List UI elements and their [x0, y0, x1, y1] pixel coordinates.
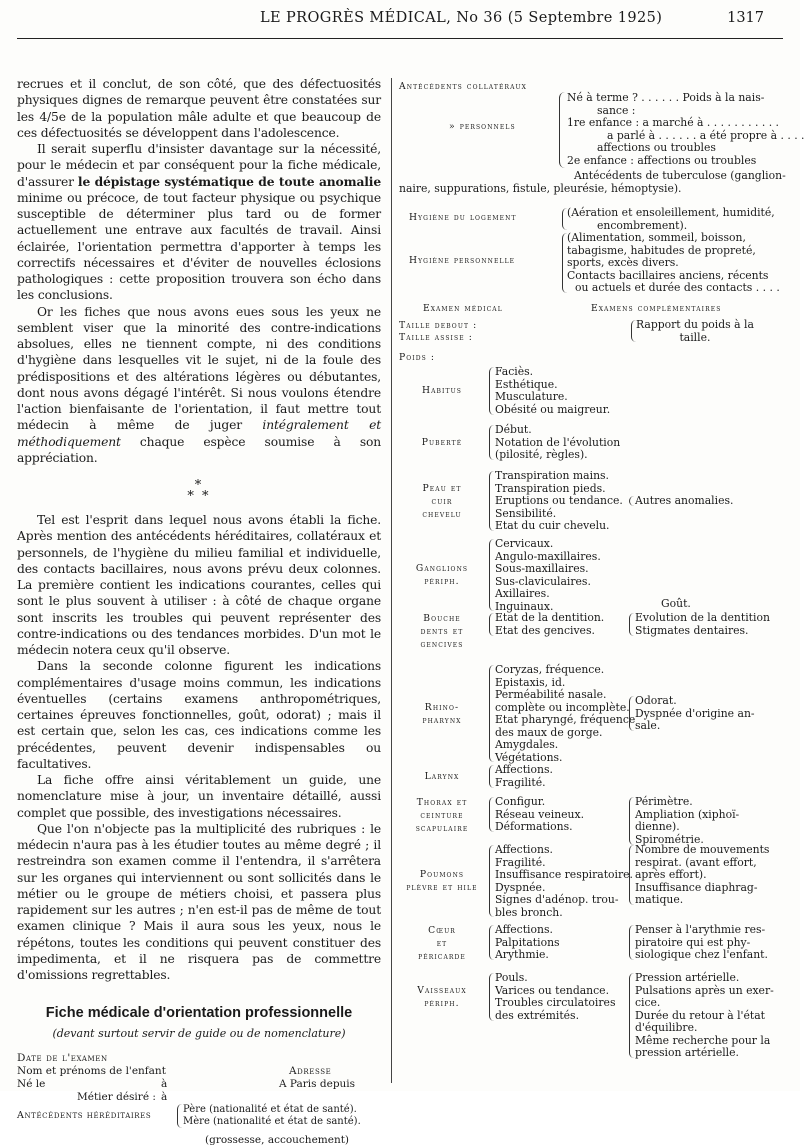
section-label-line: Peau et	[422, 482, 462, 494]
antecedents-personnels: » personnels	[449, 121, 516, 132]
complementary-item: Spirométrie.	[635, 832, 704, 846]
fiche-title: Fiche médicale d'orientation professionnelle	[45, 1005, 353, 1022]
text-line: sance :	[597, 103, 636, 117]
section-label-line: Ganglions	[415, 563, 469, 575]
fiche-subtitle: (devant surtout servir de guide ou de nomenclature)	[52, 1027, 346, 1041]
section-item: Dyspnée.	[495, 880, 546, 894]
section-label	[399, 482, 485, 521]
rapport-poids-taille	[636, 319, 754, 344]
form-pere: Père (nationalité et état de santé).	[183, 1104, 357, 1116]
brace	[489, 613, 494, 636]
complementary-item: piratoire qui est phy-	[635, 935, 751, 949]
text-line: Rapport du poids à la	[636, 318, 754, 331]
brace	[559, 92, 565, 168]
running-header	[0, 8, 800, 32]
complementary-item: Même recherche pour la	[635, 1033, 771, 1047]
section-label	[399, 436, 485, 449]
form-date: Date de l'examen	[17, 1052, 108, 1065]
section-items	[495, 844, 633, 919]
section-item: Déformations.	[495, 820, 573, 833]
p3-start: Or les fiches que nous avons eues sous les yeux ne semblent viser que la minorité des contre-indications absolues, elles ne tiennent compte, ni des conditions d'hygiène dans lesquelles vit le sujet, ni de la foule des prédispositions et des altérations légères ou débutantes, dont nous avons dégagé l'intérêt. Si nous voulons étendre l'action bienfaisante de l'orientation, il faut mettre tout médecin à même de juger	[17, 304, 381, 433]
complementary-item: Ampliation (xiphoï-	[635, 807, 740, 821]
complementary-items	[635, 612, 777, 637]
brace	[489, 539, 494, 611]
section-label-line: Poumons	[419, 869, 465, 881]
examens-complementaires-heading: Examens complémentaires	[591, 303, 722, 314]
section-item: Epistaxis, id.	[495, 675, 566, 689]
section-item: Obésité ou maigreur.	[495, 402, 611, 416]
complementary-items	[635, 796, 777, 846]
paragraph: La fiche offre ainsi véritablement un guide, une nomenclature mise à jour, un inventaire détaillé, aussi complet que possible, des investigations nécessaires.	[17, 773, 381, 820]
brace	[489, 425, 494, 460]
section-item: Angulo-maxillaires.	[495, 549, 601, 563]
section-label-line: Rhino-	[424, 701, 460, 713]
text-line: Né à terme ? . . . . . . Poids à la nais-	[567, 91, 765, 104]
complementary-item: Durée du retour à l'état	[635, 1008, 766, 1022]
section-item: Fragilité.	[495, 775, 546, 789]
section-item: Fragilité.	[495, 855, 546, 869]
complementary-item: siologique chez l'enfant.	[635, 948, 768, 961]
brace	[489, 367, 494, 415]
section-item: des maux de gorge.	[495, 725, 603, 739]
form-antecedents-hereditaires: Antécédents héréditaires	[17, 1110, 152, 1122]
section-label	[399, 562, 485, 588]
section-items	[495, 366, 610, 416]
complementary-items	[635, 844, 777, 907]
paragraph: recrues et il conclut, de son côté, que des défectuosités physiques dignes de remarque peuvent être constatées sur les 4/5e de la population mâle adulte et que beaucoup de ces défectuosités se développent dans l'adolescence.	[17, 77, 381, 140]
text-line: ou actuels et durée des contacts . . . .	[575, 281, 780, 294]
paragraph	[17, 141, 381, 304]
section-item: Affections.	[495, 843, 553, 856]
p2-start: Il serait superflu d'insister davantage sur la nécessité, pour le médecin et par conséquent pour la fiche médicale, d'assurer	[17, 142, 381, 189]
brace	[629, 797, 634, 845]
complementary-heading: Goût.	[661, 597, 691, 610]
section-label-line: ceinture	[420, 810, 464, 821]
section-label-line: périph.	[424, 576, 460, 588]
form-grossesse: (grossesse, accouchement)	[205, 1134, 350, 1147]
section-item: Végétations.	[495, 750, 563, 764]
section-label-line: Larynx	[424, 770, 460, 782]
complementary-item: Odorat.	[635, 694, 677, 707]
section-label-line: pharynx	[422, 714, 462, 726]
text-line: (Aération et ensoleillement, humidité,	[567, 206, 775, 219]
section-items	[495, 538, 601, 613]
section-item: complète ou incomplète.	[495, 700, 630, 714]
section-label-line: périph.	[424, 997, 460, 1009]
complementary-item: Nombre de mouvements	[635, 843, 770, 856]
section-item: Transpiration mains.	[495, 469, 609, 482]
section-label	[399, 924, 485, 963]
complementary-item: dienne).	[635, 820, 680, 833]
text-line: a parlé à . . . . . . a été propre à . . . .	[607, 128, 805, 142]
section-label-line: et	[436, 938, 448, 949]
form-metier: Métier désiré :	[77, 1091, 156, 1104]
section-item: Arythmie.	[495, 948, 549, 961]
complementary-item: matique.	[635, 893, 684, 906]
taille-debout: Taille debout :	[399, 320, 478, 331]
complementary-items	[635, 495, 777, 508]
section-item: Réseau veineux.	[495, 807, 585, 821]
brace	[177, 1104, 182, 1128]
complementary-items	[635, 695, 777, 733]
complementary-item: Evolution de la dentition	[635, 611, 770, 624]
section-item: Configur.	[495, 795, 546, 808]
section-item: Troubles circulatoires	[495, 996, 616, 1009]
section-label	[399, 796, 485, 835]
section-item: (pilosité, règles).	[495, 448, 588, 461]
complementary-item: Stigmates dentaires.	[635, 623, 749, 637]
section-label-line: gencives	[420, 639, 464, 650]
section-item: Eruptions ou tendance.	[495, 494, 623, 507]
page-number: 1317	[727, 10, 764, 26]
section-label-line: Vaisseaux	[417, 984, 467, 996]
text-line: taille.	[679, 330, 711, 344]
section-label	[399, 984, 485, 1010]
section-item: des extrémités.	[495, 1008, 580, 1022]
section-item: Coryzas, fréquence.	[495, 663, 605, 676]
brace	[489, 665, 494, 762]
section-item: Palpitations	[495, 935, 560, 949]
column-divider	[391, 78, 392, 1083]
journal-title: LE PROGRÈS MÉDICAL, No 36 (5 Septembre 1925)	[260, 10, 663, 26]
brace	[489, 765, 494, 788]
paragraph: Que l'on n'objecte pas la multiplicité des rubriques : le médecin n'aura pas à les étudier toutes au même degré ; il restreindra son examen comme il l'entendra, il s'arrêtera sur les organes qui interviennent ou sont sollicités dans le métier ou le groupe de métiers choisi, et passera plus rapidement sur les autres ; n'en est-il pas de même de tout examen clinique ? Mais il aura sous les yeux, nous le répétons, toutes les conditions qui peuvent constituer des impedimenta, et il ne risquera pas de commettre d'omissions regrettables.	[17, 821, 381, 982]
section-item: Début.	[495, 423, 532, 436]
text-line: 1re enfance : a marché à . . . . . . . . . . .	[567, 116, 779, 129]
section-items	[495, 612, 604, 637]
complementary-items	[635, 972, 777, 1060]
section-item: Affections.	[495, 763, 553, 776]
brace	[629, 925, 634, 960]
brace	[489, 925, 494, 960]
section-item: Affections.	[495, 923, 553, 936]
tuberculose-details	[399, 169, 786, 195]
brace	[629, 696, 634, 731]
section-item: Sus-claviculaires.	[495, 574, 591, 588]
examen-medical-heading: Examen médical	[423, 303, 503, 314]
form-nom: Nom et prénoms de l'enfant	[17, 1065, 166, 1078]
text-line: (Alimentation, sommeil, boisson,	[567, 231, 746, 244]
complementary-item: respirat. (avant effort,	[635, 855, 757, 869]
brace	[629, 845, 634, 905]
text-line: tabagisme, habitudes de propreté,	[567, 243, 756, 257]
p3-italic: intégralement et méthodiquement	[17, 418, 381, 449]
complementary-item: Pulsations après un exer-	[635, 983, 774, 997]
section-item: Notation de l'évolution	[495, 435, 621, 449]
section-label-line: péricarde	[418, 951, 466, 962]
form-ne-le: Né le	[17, 1078, 46, 1091]
hygiene-personnelle-details	[567, 232, 780, 295]
section-label-line: Habitus	[422, 385, 462, 397]
brace	[489, 797, 494, 832]
text-line: affections ou troubles	[597, 141, 716, 154]
section-items	[495, 424, 620, 462]
brace	[629, 496, 634, 506]
section-item: Amygdales.	[495, 738, 559, 751]
section-label	[399, 770, 485, 783]
personnels-details	[567, 92, 805, 167]
section-item: Etat des gencives.	[495, 623, 595, 637]
paragraph: Tel est l'esprit dans lequel nous avons établi la fiche. Après mention des antécédents héréditaires, collatéraux et personnels, de l'hygiène du milieu familial et individuelle, des contacts bacillaires, nous avons prévu deux colonnes. La première contient les indications courantes, celles qui sont le plus souvent à utiliser : à côté de chaque organe sont inscrits les troubles qui peuvent représenter des contre-indications ou des tendances morbides. D'un mot le médecin notera ceux qu'il observe.	[17, 513, 381, 657]
section-items	[495, 664, 635, 764]
complementary-item: pression artérielle.	[635, 1046, 739, 1059]
brace	[489, 471, 494, 531]
complementary-item: d'équilibre.	[635, 1021, 698, 1034]
brace	[489, 845, 494, 917]
form-paris: A Paris depuis	[279, 1078, 356, 1091]
section-label-line: plèvre et hile	[406, 882, 478, 894]
text-line: Contacts bacillaires anciens, récents	[567, 268, 769, 282]
antecedents-collateraux: Antécédents collatéraux	[399, 81, 528, 92]
section-items	[495, 924, 560, 962]
section-item: Varices ou tendance.	[495, 983, 610, 997]
p2-bold: le dépistage systématique de toute anomalie	[77, 173, 381, 189]
section-item: Etat de la dentition.	[495, 611, 605, 624]
form-mere: Mère (nationalité et état de santé).	[183, 1116, 361, 1128]
section-item: Etat pharyngé, fréquence	[495, 713, 636, 726]
complementary-item: Autres anomalies.	[635, 493, 734, 507]
section-item: Sous-maxillaires.	[495, 562, 589, 575]
section-label	[399, 612, 485, 651]
section-label-line: Cœur	[428, 925, 456, 936]
brace	[629, 973, 634, 1058]
hygiene-logement: Hygiène du logement	[409, 212, 517, 223]
text-line: Antécédents de tuberculose (ganglion-	[574, 169, 786, 182]
section-item: Inguinaux.	[495, 599, 554, 613]
brace	[489, 973, 494, 1021]
section-items	[495, 764, 553, 789]
section-label	[399, 384, 485, 397]
section-item: bles bronch.	[495, 905, 563, 919]
text-line: encombrement).	[597, 218, 688, 232]
paragraph	[17, 304, 381, 467]
section-items	[495, 796, 584, 834]
complementary-item: Pression artérielle.	[635, 971, 740, 984]
section-item: Transpiration pieds.	[495, 481, 606, 495]
section-item: Cervicaux.	[495, 537, 554, 550]
text-line: sports, excès divers.	[567, 256, 679, 269]
text-line: naire, suppurations, fistule, pleurésie, hémoptysie).	[399, 181, 682, 195]
section-item: Pouls.	[495, 971, 528, 984]
p3-end: chaque espèce soumise à son appréciation.	[17, 434, 381, 465]
complementary-item: Insuffisance diaphrag-	[635, 880, 758, 894]
section-item: Esthétique.	[495, 377, 558, 391]
complementary-items	[635, 924, 777, 962]
complementary-item: Périmètre.	[635, 795, 693, 808]
section-label-line: cuir	[431, 495, 453, 507]
taille-assise: Taille assise :	[399, 332, 473, 343]
brace	[629, 613, 634, 636]
form-a: à	[161, 1078, 168, 1091]
section-item: Musculature.	[495, 390, 568, 403]
section-item: Etat du cuir chevelu.	[495, 519, 610, 532]
section-label-line: Thorax et	[416, 797, 468, 808]
section-label-line: Puberté	[421, 437, 463, 449]
section-item: Insuffisance respiratoire.	[495, 868, 633, 881]
complementary-item: sale.	[635, 719, 661, 732]
poids: Poids :	[399, 352, 436, 363]
complementary-item: après effort).	[635, 868, 707, 881]
section-label-line: Bouche	[423, 613, 461, 624]
section-label	[399, 701, 485, 727]
complementary-item: cice.	[635, 996, 661, 1009]
paragraph: Dans la seconde colonne figurent les indications complémentaires d'usage moins commun, les indications éventuelles (certains examens anthropométriques, certaines épreuves fonctionnelles, goût, odorat) ; mais il est certain que, selon les cas, ces indications comme les précédentes, peuvent devenir indispensables ou facultatives.	[17, 659, 381, 771]
section-items	[495, 470, 623, 533]
fiche-form: Date de l'examen Nom et prénoms de l'enfant Adresse Né le à A Paris depuis Métier désiré : à Antécédents héréditaires Père (nationalité et état de santé). Mère (nationalité et état de santé). (grossesse, accouchement)	[17, 1052, 361, 1147]
section-item: Sensibilité.	[495, 506, 557, 520]
section-item: Axillaires.	[495, 587, 550, 600]
p2-end: minime ou précoce, de tout facteur physique ou psychique susceptible de déterminer plus tard ou de former actuellement une entrave aux facultés de travail. Ainsi éclairée, l'orientation permettra d'apporter à temps les correctifs nécessaires et d'éviter de nouvelles éclosions pathologiques : cette proposition trouvera son écho dans les conclusions.	[17, 190, 381, 303]
text-line: 2e enfance : affections ou troubles	[567, 153, 757, 167]
section-item: Faciès.	[495, 365, 534, 378]
complementary-item: Dyspnée d'origine an-	[635, 706, 755, 720]
complementary-item: Penser à l'arythmie res-	[635, 923, 766, 936]
left-column	[17, 76, 381, 1147]
section-label-line: dents et	[420, 626, 464, 637]
section-label	[399, 868, 485, 894]
section-items	[495, 972, 615, 1022]
section-stars: * * *	[187, 478, 211, 504]
header-rule	[17, 38, 783, 39]
form-adresse: Adresse	[289, 1065, 332, 1078]
section-item: Signes d'adénop. trou-	[495, 893, 619, 906]
hygiene-logement-details	[567, 207, 775, 232]
section-item: Perméabilité nasale.	[495, 688, 607, 701]
section-label-line: chevelu	[422, 508, 462, 520]
section-label-line: scapulaire	[415, 823, 469, 834]
hygiene-personnelle: Hygiène personnelle	[409, 255, 516, 266]
